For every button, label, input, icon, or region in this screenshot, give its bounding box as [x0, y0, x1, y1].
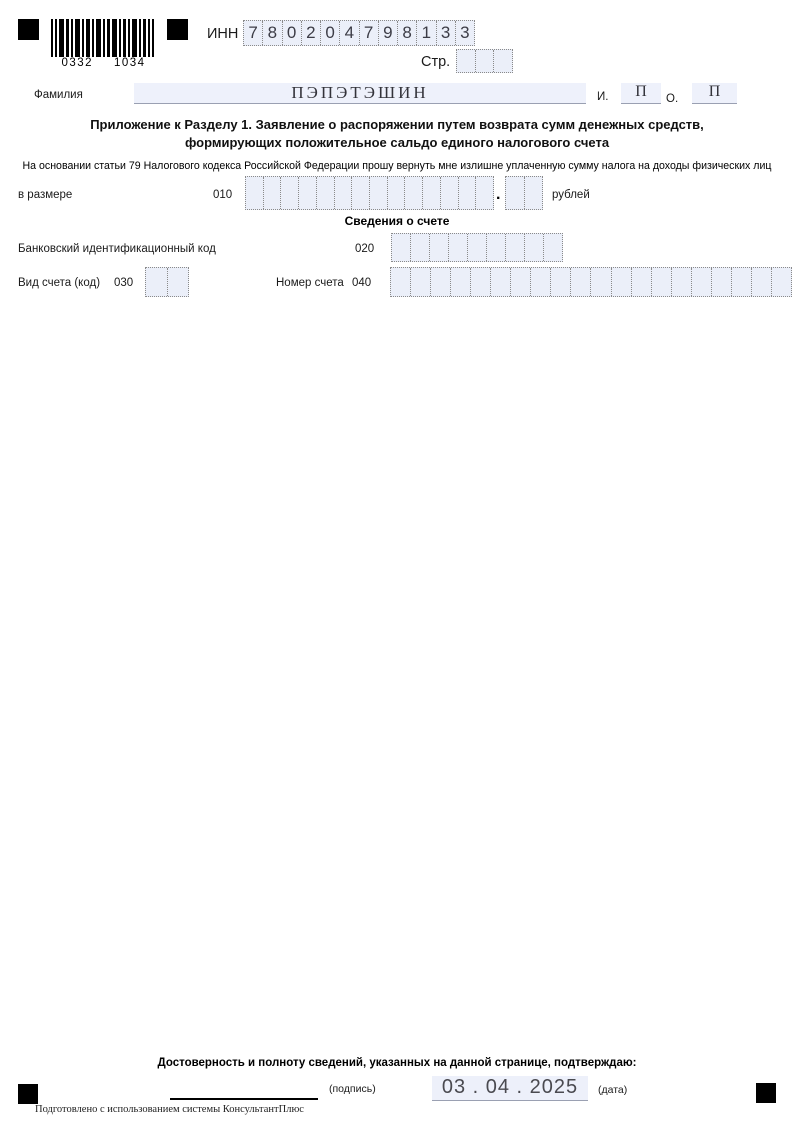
account-section-title: Сведения о счете [344, 214, 450, 228]
form-cell [298, 177, 316, 209]
form-cell [467, 234, 486, 261]
form-cell [751, 268, 771, 296]
form-cell [263, 177, 281, 209]
barcode [51, 19, 156, 71]
form-cell [430, 268, 450, 296]
confirmation-text: Достоверность и полноту сведений, указанных на данной странице, подтверждаю: [157, 1057, 637, 1069]
form-cell [524, 234, 543, 261]
form-cell [448, 234, 467, 261]
form-title-line2: формирующих положительное сальдо единого налогового счета [184, 135, 610, 150]
form-cell: 8 [397, 21, 416, 45]
form-cell [475, 177, 493, 209]
form-cell: 9 [378, 21, 397, 45]
form-cell [711, 268, 731, 296]
form-cell [590, 268, 610, 296]
account-number-code: 040 [352, 277, 372, 289]
account-type-field[interactable] [145, 267, 189, 297]
prepared-note: Подготовлено с использованием системы КонсультантПлюс [35, 1104, 304, 1115]
form-cell: 3 [436, 21, 455, 45]
amount-decimal-separator: . [496, 186, 501, 203]
form-cell [505, 234, 524, 261]
form-cell [493, 50, 512, 72]
form-cell: 2 [301, 21, 320, 45]
page-number-field[interactable] [456, 49, 513, 73]
barcode-digits-right: 1034 [113, 57, 146, 69]
bik-field[interactable] [391, 233, 563, 262]
bik-label: Банковский идентификационный код [18, 243, 216, 255]
form-cell [429, 234, 448, 261]
patronymic-initial-label: О. [666, 93, 679, 105]
registration-mark-bottom-right [756, 1083, 776, 1103]
form-cell [410, 268, 430, 296]
form-cell [167, 268, 189, 296]
surname-field[interactable]: ПЭПЭТЭШИН [134, 83, 586, 104]
form-cell [457, 50, 475, 72]
barcode-bars-icon [51, 19, 156, 57]
date-caption: (дата) [598, 1084, 628, 1096]
form-cell [631, 268, 651, 296]
form-cell [651, 268, 671, 296]
form-cell [387, 177, 405, 209]
form-cell [510, 268, 530, 296]
form-cell [246, 177, 263, 209]
form-cell [470, 268, 490, 296]
amount-label: в размере [18, 189, 73, 201]
account-type-label: Вид счета (код) [18, 277, 101, 289]
form-cell [146, 268, 167, 296]
form-cell: 8 [262, 21, 281, 45]
registration-mark-top-left [18, 19, 39, 40]
barcode-digits [51, 57, 156, 69]
registration-mark-bottom-left [18, 1084, 38, 1104]
form-cell [334, 177, 352, 209]
form-cell [490, 268, 510, 296]
form-cell: 1 [416, 21, 435, 45]
amount-kopecks-field[interactable] [505, 176, 543, 210]
form-cell [280, 177, 298, 209]
form-cell [410, 234, 429, 261]
first-initial-field[interactable]: П [621, 83, 661, 104]
form-cell [550, 268, 570, 296]
form-title-line1: Приложение к Разделу 1. Заявление о распоряжении путем возврата сумм денежных средств, [90, 117, 704, 132]
form-cell [351, 177, 369, 209]
form-cell: 7 [248, 23, 258, 42]
form-cell [391, 268, 410, 296]
surname-label: Фамилия [34, 89, 83, 101]
account-type-code: 030 [114, 277, 134, 289]
date-field[interactable]: 03 . 04 . 2025 [432, 1076, 588, 1101]
form-cell [671, 268, 691, 296]
form-cell [611, 268, 631, 296]
form-cell: 7 [359, 21, 378, 45]
form-cell [475, 50, 494, 72]
amount-units-label: рублей [552, 189, 590, 201]
form-cell [731, 268, 751, 296]
basis-text: На основании статьи 79 Налогового кодекса Российской Федерации прошу вернуть мне излишне уплаченную сумму налога на доходы физических лиц [22, 160, 772, 172]
form-cell [440, 177, 458, 209]
form-cell [422, 177, 440, 209]
signature-line[interactable] [170, 1076, 318, 1100]
registration-mark-top-inner [167, 19, 188, 40]
form-cell [369, 177, 387, 209]
form-cell [486, 234, 505, 261]
form-cell [543, 234, 562, 261]
barcode-digits-left: 0332 [61, 57, 94, 69]
first-initial-label: И. [597, 91, 609, 103]
amount-rubles-field[interactable] [245, 176, 494, 210]
form-cell [506, 177, 524, 209]
account-number-label: Номер счета [276, 277, 344, 289]
form-cell: 3 [455, 21, 474, 45]
form-cell: 4 [339, 21, 358, 45]
inn-field[interactable] [243, 20, 475, 46]
form-cell [458, 177, 476, 209]
form-title [0, 116, 794, 152]
form-cell [524, 177, 543, 209]
amount-code: 010 [213, 189, 233, 201]
form-cell [316, 177, 334, 209]
page-number-label: Стр. [421, 54, 451, 70]
bik-code: 020 [355, 243, 375, 255]
form-cell [771, 268, 791, 296]
account-number-field[interactable] [390, 267, 792, 297]
form-cell: 0 [282, 21, 301, 45]
signature-caption: (подпись) [329, 1083, 376, 1095]
patronymic-initial-field[interactable]: П [692, 83, 737, 104]
inn-label: ИНН [207, 26, 239, 42]
form-cell [570, 268, 590, 296]
form-cell [450, 268, 470, 296]
form-cell [691, 268, 711, 296]
form-cell: 0 [320, 21, 339, 45]
form-cell [530, 268, 550, 296]
form-cell [392, 234, 410, 261]
form-cell [404, 177, 422, 209]
